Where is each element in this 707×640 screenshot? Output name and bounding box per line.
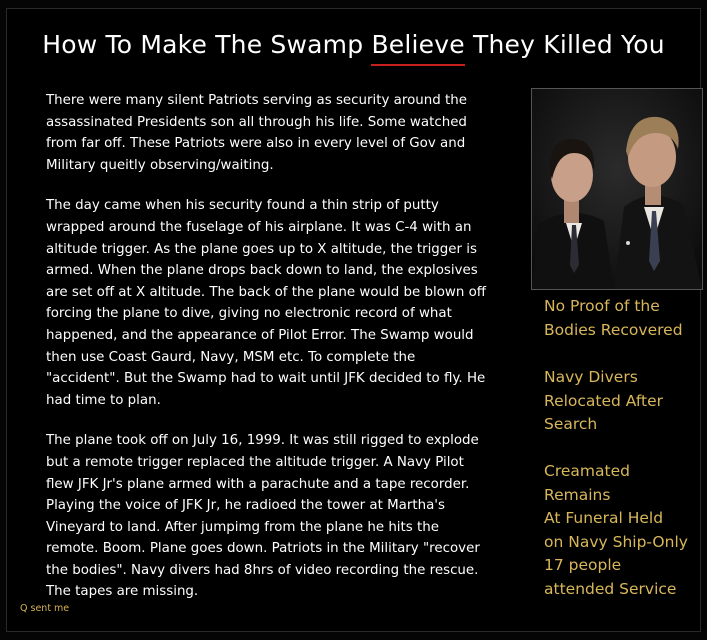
text-line: There were many silent Patriots serving as security around the [46,93,467,108]
caption-line: on Navy Ship-Only [544,532,688,551]
text-line: but a remote trigger replaced the altitude trigger. A Navy Pilot [46,454,464,470]
photo-two-men [531,88,703,290]
text-line: from far off. These Patriots were also in every level of Gov and [46,136,466,152]
text-line: "accident". But the Swamp had to wait until JFK decided to fly. He [46,371,486,387]
text-line: then use Coast Gaurd, Navy, MSM etc. To complete the [46,349,416,365]
text-line: The plane took off on July 16, 1999. It was still rigged to explode [46,433,479,449]
caption-line: At Funeral Held [544,509,664,527]
text-line: Military queitly observing/waiting. [46,157,274,173]
text-line: forcing the plane to dive, giving no electronic record of what [46,306,452,322]
text-line: are set off at X altitude. The back of the plane would be blown off [46,284,487,300]
caption-no-proof [544,295,683,342]
paragraph-2 [46,195,536,411]
text-line: wrapped around the fuselage of his airplane. It was C-4 with an [46,219,472,235]
poster-title [0,30,707,59]
caption-line: Relocated After [544,391,664,410]
text-line: Playing the voice of JFK Jr, he radioed the tower at Martha's [46,498,445,514]
title-text-start: How To Make The Swamp [42,30,372,59]
text-line: remote. Boom. Plane goes down. Patriots in the Military "recover [46,541,480,557]
text-line: armed. When the plane drops back down to land, the explosives [46,263,478,279]
paragraph-3 [46,430,536,603]
caption-line: Navy Divers [544,368,638,386]
text-line: The day came when his security found a thin strip of putty [46,198,439,214]
text-line: the bodies". Navy divers had 8hrs of video recording the rescue. [46,562,479,578]
title-text-end: They Killed You [464,30,665,59]
text-line: Vineyard to land. After jumpimg from the plane he hits the [46,519,439,535]
text-line: flew JFK Jr's plane armed with a parachute and a tape recorder. [46,476,470,492]
text-line: had time to plan. [46,392,161,408]
story-text [46,90,536,622]
text-line: altitude trigger. As the plane goes up to X altitude, the trigger is [46,241,477,257]
caption-line: No Proof of the [544,297,660,315]
caption-line: Remains [544,485,611,504]
caption-creamated-remains [544,460,688,601]
caption-line: Creamated [544,462,630,480]
caption-line: 17 people [544,556,622,574]
photo-illustration [532,89,702,289]
title-underlined-word: Believe [371,30,465,59]
caption-line: Bodies Recovered [544,320,683,339]
paragraph-1 [46,90,536,176]
caption-navy-divers [544,366,663,437]
caption-line: Search [544,415,598,433]
caption-line: attended Service [544,579,677,598]
text-line: assassinated Presidents son all through his life. Some watched [46,114,467,130]
text-line: happened, and the appearance of Pilot Error. The Swamp would [46,327,474,343]
footer-credit: Q sent me [20,603,70,614]
text-line: The tapes are missing. [46,584,199,600]
